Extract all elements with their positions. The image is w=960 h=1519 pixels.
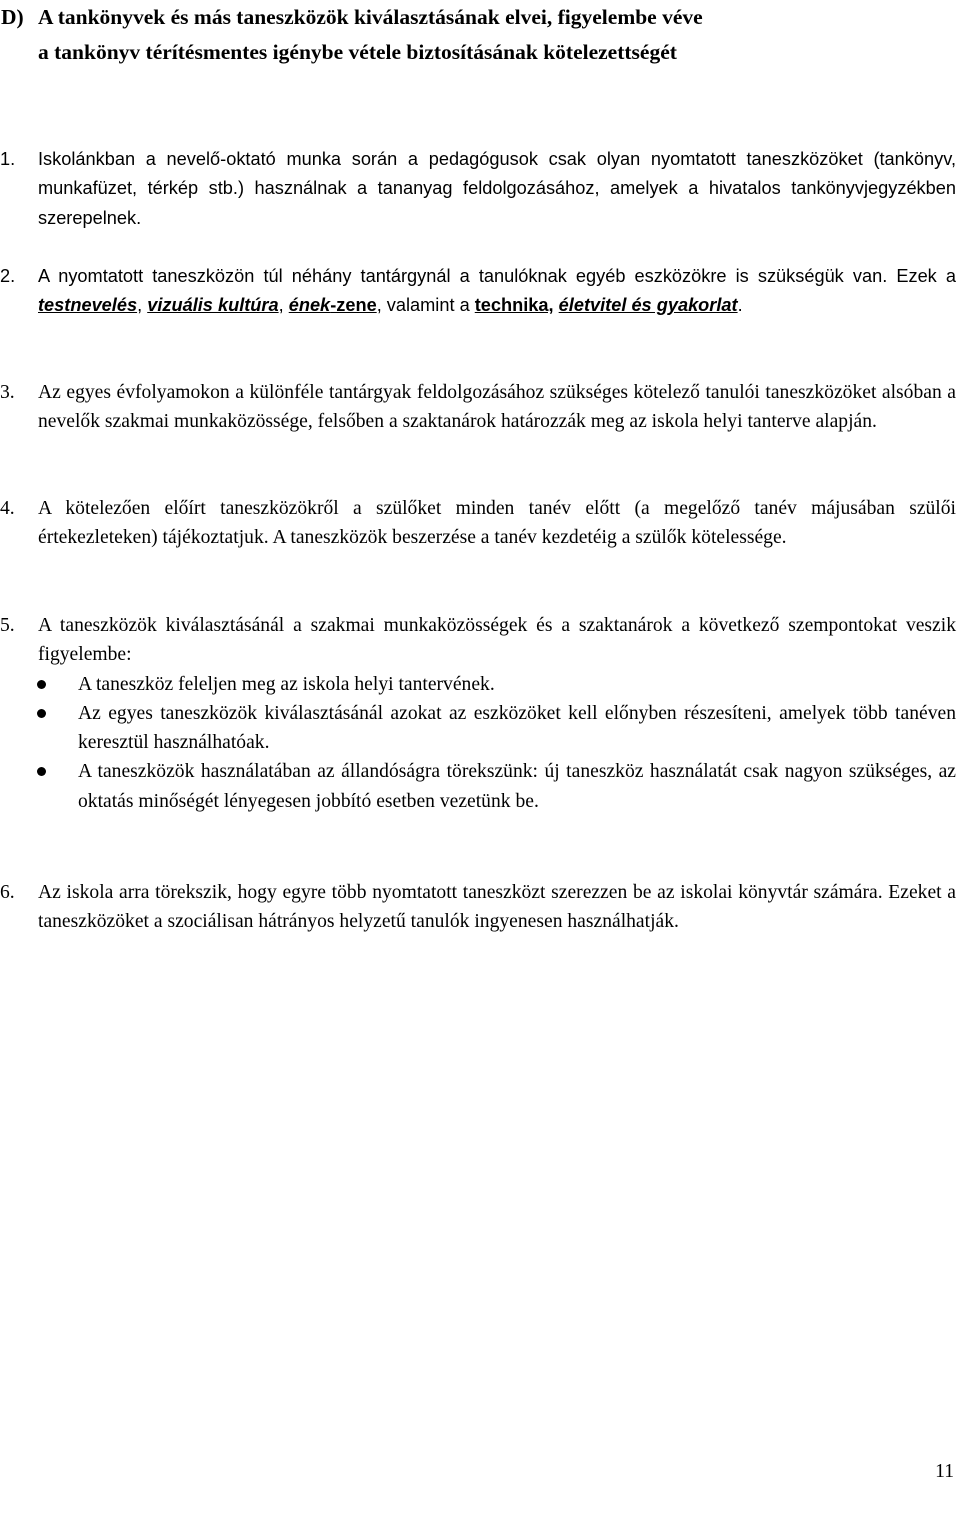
item-text: A kötelezően előírt taneszközökről a szülőket minden tanév előtt (a megelőző tanév májusában szülői értekezleteken) tájékoztatjuk. A taneszközök beszerzése a tanév kezdetéig a szülők kötelessége.: [38, 498, 956, 549]
subject-testneveles: testnevelés: [38, 295, 138, 316]
list-item-5: [0, 611, 956, 816]
item-text: Iskolánkban a nevelő-oktató munka során a pedagógusok csak olyan nyomtatott taneszközöket (tankönyv, munkafüzet, térkép stb.) használnak a tananyag feldolgozásához, amelyek a hivatalos tankönyvjegyzékben szerepelnek.: [38, 149, 956, 228]
list-item-2: [0, 262, 956, 321]
item-text: Az egyes évfolyamokon a különféle tantárgyak feldolgozásához szükséges kötelező tanulói taneszközöket alsóban a nevelők szakmai munkaközössége, felsőben a szaktanárok határozzák meg az iskola helyi tanterve alapján.: [38, 382, 956, 433]
criteria-item: A taneszközök használatában az állandóságra törekszünk: új taneszköz használatát csak nagyon szükséges, az oktatás minőségét lényegesen jobbító esetben vezetünk be.: [0, 757, 956, 816]
list-item-1: [0, 145, 956, 233]
item-text: A taneszközök kiválasztásánál a szakmai munkaközösségek és a szaktanárok a következő szempontokat veszik figyelembe:: [38, 615, 956, 666]
page-number: 11: [935, 1461, 954, 1482]
item-text: A nyomtatott taneszközön túl néhány tantárgynál a tanulóknak egyéb eszközökre is szükségük van. Ezek a testnevelés, vizuális kultúra, ének-zene, valamint a technika, életvitel és gyakorlat.: [38, 266, 956, 316]
subject-zene: -zene: [330, 295, 377, 316]
list-item-6: [0, 878, 956, 937]
item-number: 2.: [0, 266, 16, 286]
section-heading-line-2: a tankönyv térítésmentes igénybe vétele biztosításának kötelezettségét: [38, 40, 677, 64]
list-item-3: [0, 378, 956, 437]
item-number: 1.: [0, 149, 16, 169]
criteria-list: [0, 670, 956, 816]
bullet-icon: [37, 709, 46, 718]
item-number: 4.: [0, 498, 15, 519]
subject-technika: technika,: [474, 295, 554, 316]
criteria-item: A taneszköz feleljen meg az iskola helyi tantervének.: [0, 670, 956, 699]
item-number: 3.: [0, 382, 15, 403]
section-heading: [1, 0, 957, 70]
list-item-4: [0, 494, 956, 553]
bullet-icon: [37, 767, 46, 776]
subject-enek: ének: [288, 295, 331, 316]
subject-vizualis-kultura: vizuális kultúra: [147, 295, 279, 316]
criteria-item: Az egyes taneszközök kiválasztásánál azokat az eszközöket kell előnyben részesíteni, amelyek több tanéven keresztül használhatóak.: [0, 699, 956, 758]
bullet-icon: [37, 680, 46, 689]
subject-eletvitel: életvitel és gyakorlat: [558, 295, 738, 316]
section-marker: D): [1, 5, 24, 29]
item-number: 6.: [0, 882, 15, 903]
section-heading-line-1: A tankönyvek és más taneszközök kiválasztásának elvei, figyelembe véve: [38, 5, 703, 29]
item-number: 5.: [0, 615, 15, 636]
item-text: Az iskola arra törekszik, hogy egyre több nyomtatott taneszközt szerezzen be az iskolai könyvtár számára. Ezeket a taneszközöket a szociálisan hátrányos helyzetű tanulók ingyenesen használhatják.: [38, 882, 956, 933]
